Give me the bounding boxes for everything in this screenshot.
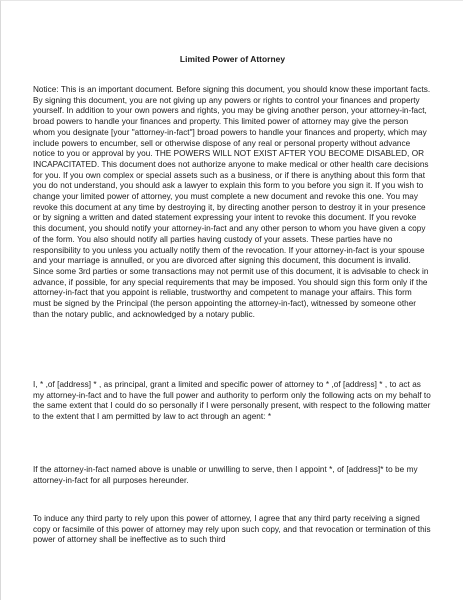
document-title: Limited Power of Attorney	[179, 54, 286, 64]
notice-paragraph: Notice: This is an important document. Before signing this document, you should know these important facts. By signing this document, you are not giving up any powers or rights to control your finances and property yourself. In addition to your own powers and rights, you may be giving another person, your attorney-in-fact, broad powers to handle your finances and property. This limited power of attorney may give the person whom you designate [your "attorney-in-fact"] broad powers to handle your finances and property, which may include powers to encumber, sell or otherwise dispose of any real or personal property without advance notice to you or approval by you. THE POWERS WILL NOT EXIST AFTER YOU BECOME DISABLED, OR INCAPACITATED. This document does not authorize anyone to make medical or other health care decisions for you. If you own complex or special assets such as a business, or if there is anything about this form that you do not understand, you should ask a lawyer to explain this form to you before you sign it. If you wish to change your limited power of attorney, you must complete a new document and revoke this one. You may revoke this document at any time by destroying it, by directing another person to destroy it in your presence or by signing a written and dated statement expressing your intent to revoke this document. If you revoke this document, you should notify your attorney-in-fact and any other person to whom you have given a copy of the form. You also should notify all parties having custody of your assets. These parties have no responsibility to you unless you actually notify them of the revocation. If your attorney-in-fact is your spouse and your marriage is annulled, or you are divorced after signing this document, this document is invalid. Since some 3rd parties or some transactions may not permit use of this document, it is advisable to check in advance, if possible, for any special requirements that may be imposed. You should sign this form only if the attorney-in-fact that you appoint is reliable, trustworthy and competent to manage your affairs. This form must be signed by the Principal (the person appointing the attorney-in-fact), witnessed by someone other than the notary public, and acknowledged by a notary public.	[33, 85, 431, 319]
successor-paragraph: If the attorney-in-fact named above is unable or unwilling to serve, then I appoint *, of [address]* to be my attorney-in-fact for all purposes hereunder.	[33, 465, 418, 485]
grant-paragraph: I, * ,of [address] * , as principal, grant a limited and specific power of attorney to * ,of [address] * , to act as my attorney-in-fact and to have the full power and authority to perform only the following acts on my behalf to the same extent that I could do so personally if I were personally present, with respect to the following matter to the extent that I am permitted by law to act through an agent: *	[33, 380, 431, 422]
third-party-reliance-paragraph: To induce any third party to rely upon this power of attorney, I agree that any third party receiving a signed copy or facsimile of this power of attorney may rely upon such copy, and that revocation or termination of this power of attorney shall be ineffective as to such third	[33, 514, 431, 545]
